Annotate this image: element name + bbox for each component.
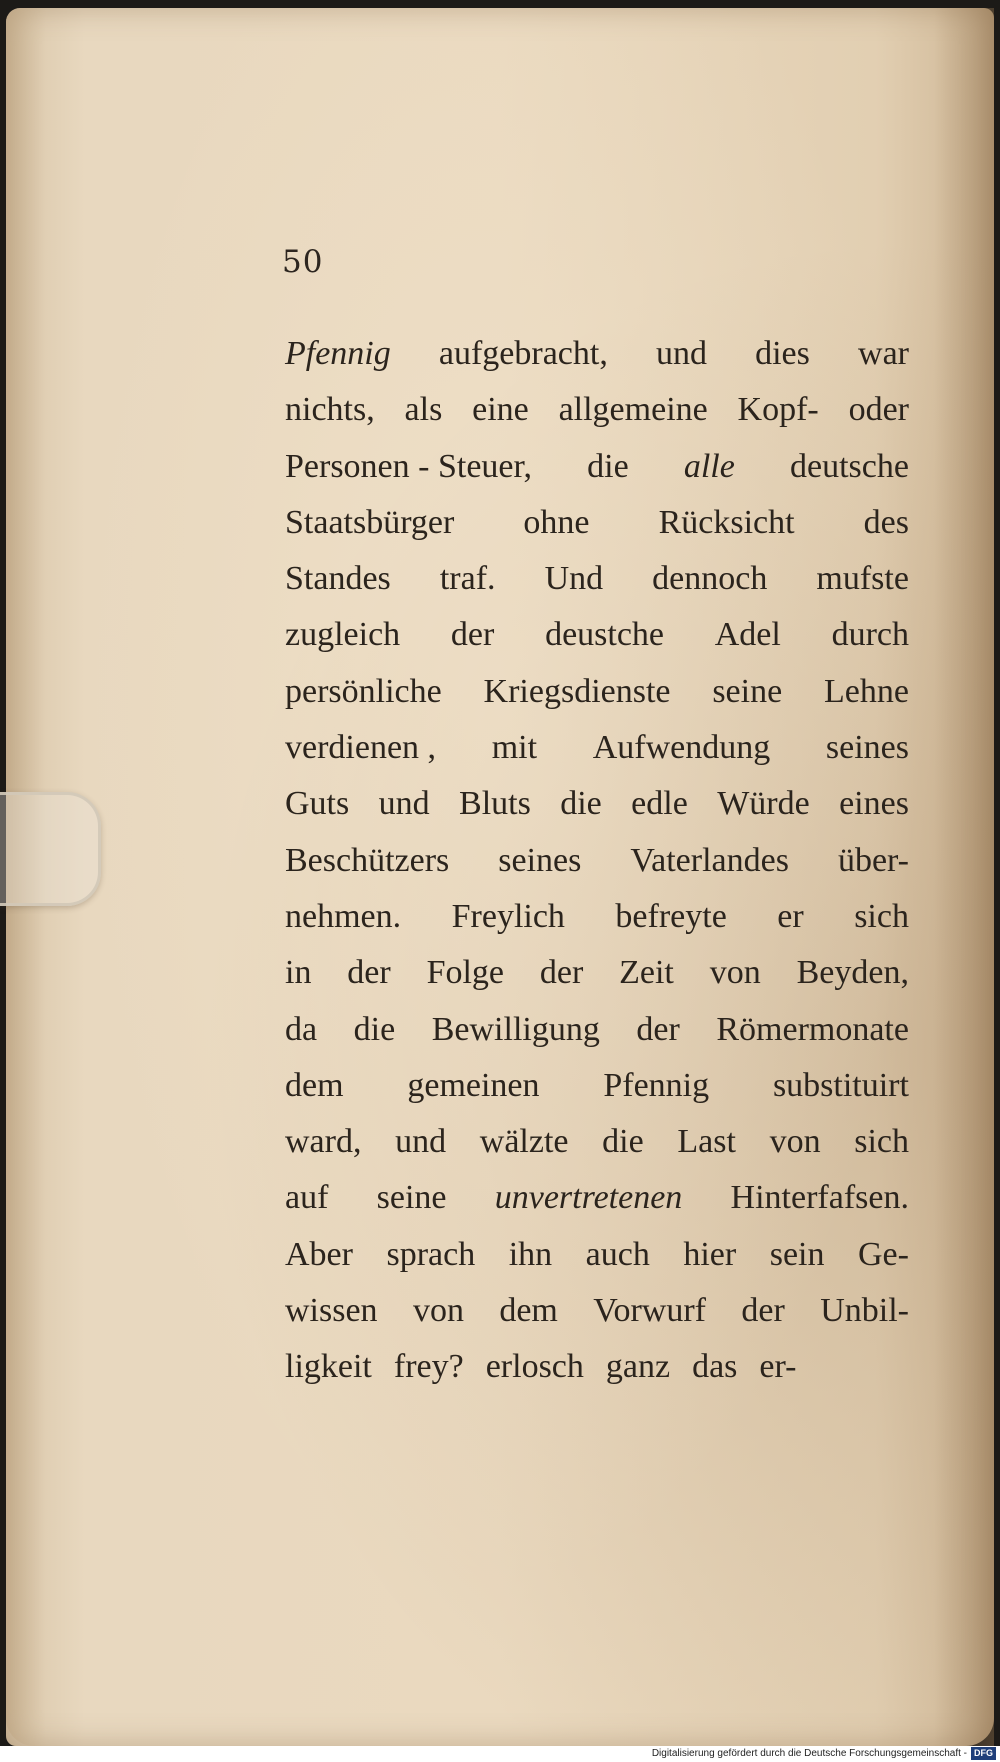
text-word: Aber <box>285 1235 353 1273</box>
text-word: Freylich <box>451 897 565 935</box>
text-word: von <box>709 954 761 992</box>
text-word: als <box>404 391 443 429</box>
text-word: Unbil- <box>820 1292 909 1330</box>
text-word: eines <box>839 785 909 823</box>
text-line <box>285 833 909 889</box>
text-line <box>285 945 909 1001</box>
text-word: Personen - Steuer, <box>285 447 532 485</box>
text-word: persönliche <box>285 672 442 710</box>
text-word: nehmen. <box>285 897 402 935</box>
text-line <box>285 1170 909 1226</box>
text-word: die <box>587 447 629 485</box>
text-word: auf <box>285 1179 329 1217</box>
text-line <box>285 720 909 776</box>
text-line <box>285 1227 909 1283</box>
text-word: Standes <box>285 560 391 598</box>
text-word: ohne <box>523 503 590 541</box>
text-word: Pfennig <box>285 335 391 372</box>
text-word: war <box>858 335 909 372</box>
text-line <box>285 495 909 551</box>
text-word: Staatsbürger <box>285 503 455 541</box>
text-word: das <box>692 1348 738 1386</box>
text-word: Bluts <box>459 785 531 823</box>
text-word: ganz <box>605 1348 671 1386</box>
text-line <box>285 1002 909 1058</box>
text-word: Beschützers <box>285 841 450 879</box>
text-line <box>285 1339 909 1395</box>
text-word: der <box>636 1010 680 1048</box>
text-word: nichts, <box>285 391 375 429</box>
text-word: Lehne <box>824 672 909 710</box>
text-line <box>285 1114 909 1170</box>
text-word: mit <box>491 729 538 767</box>
text-word: zugleich <box>285 616 401 654</box>
text-word: ward, <box>285 1123 362 1161</box>
text-word: dies <box>755 335 810 372</box>
text-word: Hinterfafsen. <box>730 1179 909 1217</box>
text-word: Beyden, <box>796 954 909 992</box>
text-word: Last <box>677 1123 736 1161</box>
text-line <box>285 664 909 720</box>
text-word: der <box>347 954 391 992</box>
text-word: befreyte <box>615 897 727 935</box>
text-line <box>285 1058 909 1114</box>
text-word: ihn <box>508 1235 553 1273</box>
text-word: die <box>353 1010 396 1048</box>
text-word: seine <box>712 672 783 710</box>
text-word: aufgebracht, <box>438 335 608 372</box>
text-word: hier <box>683 1235 737 1273</box>
dfg-logo: DFG <box>971 1747 996 1760</box>
text-word: sich <box>854 1123 909 1161</box>
body-text <box>285 326 909 1396</box>
text-word: sprach <box>386 1235 476 1273</box>
text-word: des <box>863 503 909 541</box>
page-number: 50 <box>282 244 324 280</box>
digitization-footer <box>0 1746 1000 1762</box>
text-line <box>285 776 909 832</box>
text-line <box>285 889 909 945</box>
text-word: die <box>602 1123 644 1161</box>
text-word: ligkeit <box>285 1348 372 1386</box>
text-word: seine <box>376 1179 447 1217</box>
text-line <box>285 382 909 438</box>
text-word: Ge- <box>858 1235 909 1273</box>
text-word: frey? <box>393 1348 464 1386</box>
text-word: edle <box>631 785 688 823</box>
text-word: von <box>769 1123 821 1161</box>
page-edge-right <box>934 8 994 1746</box>
text-word: deustche <box>545 616 665 654</box>
text-word: Vaterlandes <box>630 841 789 879</box>
text-word: Rücksicht <box>658 503 795 541</box>
text-word: Pfennig <box>603 1066 710 1104</box>
text-word: allgemeine <box>558 391 708 429</box>
text-word: und <box>395 1123 447 1161</box>
text-word: auch <box>585 1235 650 1273</box>
text-word: Römermonate <box>716 1010 909 1048</box>
text-word: und <box>378 785 430 823</box>
text-word: der <box>450 616 495 654</box>
text-word: substituirt <box>772 1066 909 1104</box>
text-word: sein <box>769 1235 825 1273</box>
text-word: seines <box>825 729 909 767</box>
text-word: dennoch <box>652 560 768 598</box>
text-line <box>285 439 909 495</box>
text-word: Vorwurf <box>593 1292 706 1330</box>
text-word: er- <box>759 1348 797 1386</box>
text-line <box>285 1283 909 1339</box>
text-word: deutsche <box>790 447 909 485</box>
text-word: wissen <box>285 1292 378 1330</box>
text-word: mufste <box>816 560 909 598</box>
text-word: alle <box>683 447 735 485</box>
text-word: über- <box>837 841 909 879</box>
book-page <box>6 8 994 1746</box>
text-word: Kriegsdienste <box>483 672 671 710</box>
text-word: in <box>285 954 312 992</box>
text-word: durch <box>831 616 909 654</box>
text-word: Folge <box>426 954 505 992</box>
page-clip <box>0 792 101 906</box>
text-word: Kopf- <box>737 391 819 429</box>
text-word: erlosch <box>485 1348 584 1386</box>
text-word: dem <box>499 1292 558 1330</box>
text-word: Guts <box>285 785 350 823</box>
text-word: die <box>560 785 602 823</box>
text-word: Aufwendung <box>592 729 771 767</box>
text-word: seines <box>498 841 582 879</box>
text-word: Und <box>544 560 604 598</box>
text-word: oder <box>848 391 909 429</box>
text-word: er <box>777 897 804 935</box>
text-line <box>285 326 909 382</box>
text-word: dem <box>285 1066 344 1104</box>
text-word: sich <box>854 897 909 935</box>
text-word: der <box>539 954 584 992</box>
text-word: Adel <box>714 616 781 654</box>
text-word: gemeinen <box>407 1066 540 1104</box>
text-word: da <box>285 1010 318 1048</box>
text-word: traf. <box>439 560 496 598</box>
text-word: unvertretenen <box>494 1179 683 1217</box>
text-word: der <box>741 1292 785 1330</box>
text-line <box>285 551 909 607</box>
text-word: von <box>412 1292 464 1330</box>
text-word: Würde <box>717 785 810 823</box>
text-word: eine <box>472 391 529 429</box>
text-word: wälzte <box>479 1123 569 1161</box>
text-line <box>285 607 909 663</box>
footer-credit: Digitalisierung gefördert durch die Deutsche Forschungsgemeinschaft - <box>651 1748 967 1759</box>
text-word: verdienen , <box>285 729 437 767</box>
text-word: Bewilligung <box>431 1010 600 1048</box>
text-word: und <box>655 335 707 372</box>
text-word: Zeit <box>619 954 674 992</box>
